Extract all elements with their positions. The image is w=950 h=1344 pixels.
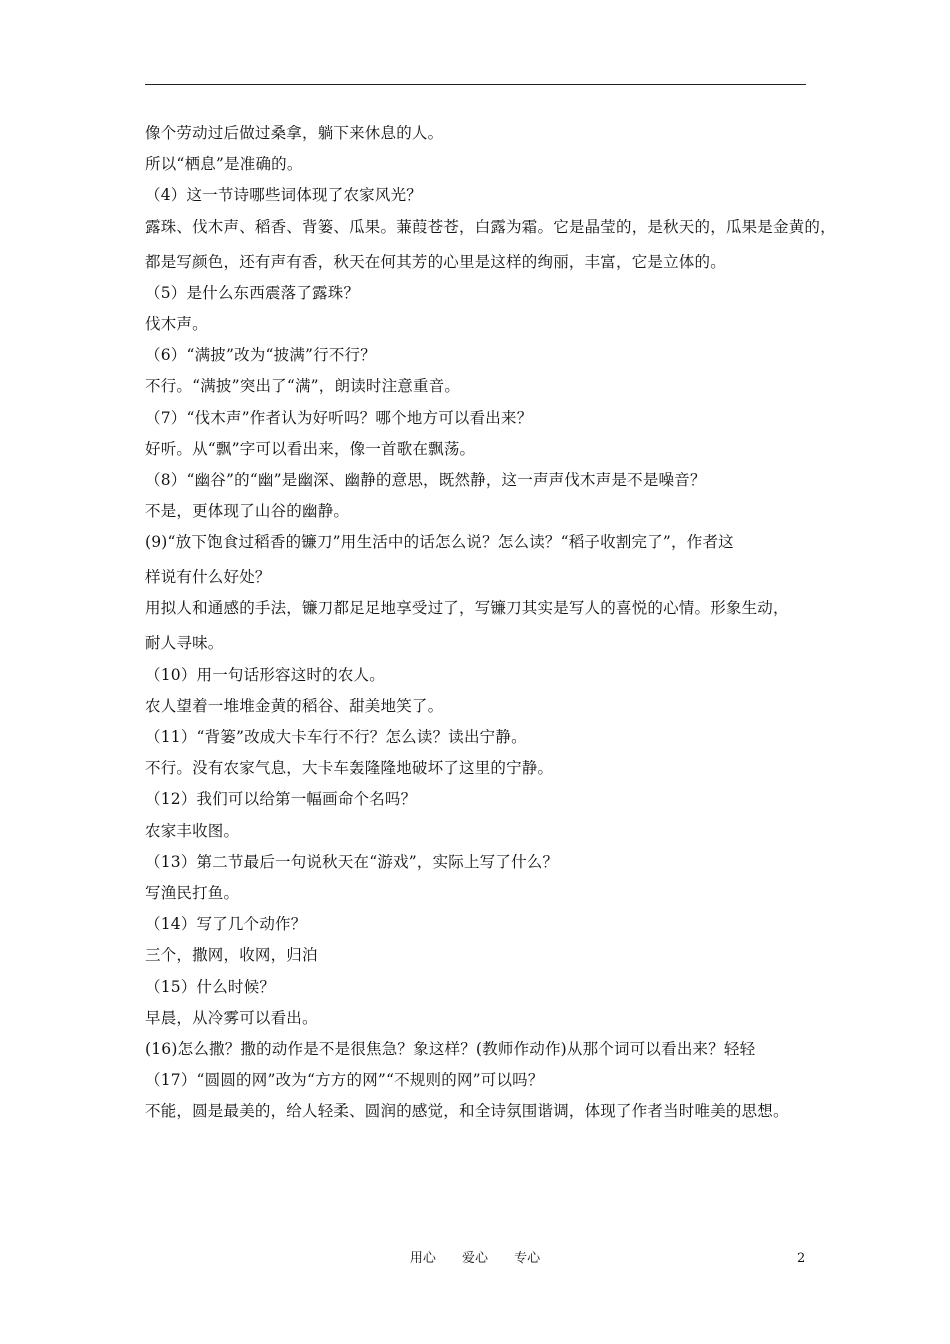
question-line: （7）“伐木声”作者认为好听吗？哪个地方可以看出来？ (145, 408, 533, 427)
answer-line: 都是写颜色，还有声有香，秋天在何其芳的心里是这样的绚丽，丰富，它是立体的。 (145, 252, 726, 271)
question-line: 样说有什么好处？ (145, 568, 271, 587)
footer-slogan-item: 爱心 (461, 1251, 488, 1266)
question-line: （11）“背篓”改成大卡车行不行？怎么读？读出宁静。 (145, 728, 527, 746)
answer-line: 农家丰收图。 (145, 821, 240, 840)
question-line: (9)“放下饱食过稻香的镰刀”用生活中的话怎么说？怎么读？“稻子收割完了”，作者这 (145, 533, 734, 552)
question-line: （17）“圆圆的网”改为“方方的网”“不规则的网”可以吗？ (145, 1071, 544, 1090)
answer-line: 不能，圆是最美的，给人轻柔、圆润的感觉，和全诗氛围谐调，体现了作者当时唯美的思想。 (145, 1102, 789, 1121)
question-line: （5）是什么东西震落了露珠？ (145, 283, 360, 302)
question-line: （15）什么时候？ (145, 977, 276, 996)
answer-line: 用拟人和通感的手法，镰刀都足足地享受过了，写镰刀其实是写人的喜悦的心情。形象生动， (145, 599, 789, 618)
answer-line: 三个，撒网，收网，归泊 (145, 946, 318, 965)
header-rule (145, 84, 806, 85)
answer-line: 不行。没有农家气息，大卡车轰隆隆地破坏了这里的宁静。 (145, 759, 554, 778)
question-line: （12）我们可以给第一幅画命个名吗？ (145, 790, 417, 809)
answer-line: 农人望着一堆堆金黄的稻谷、甜美地笑了。 (145, 696, 444, 715)
answer-line: 耐人寻味。 (145, 634, 224, 653)
question-line: （13）第二节最后一句说秋天在“游戏”，实际上写了什么？ (145, 852, 559, 871)
page-footer (0, 1248, 950, 1270)
text-line: 像个劳动过后做过桑拿，躺下来休息的人。 (145, 124, 444, 142)
answer-line: 不是，更体现了山谷的幽静。 (145, 502, 350, 521)
footer-slogan (0, 1248, 950, 1270)
answer-line: 不行。“满披”突出了“满”，朗读时注意重音。 (145, 377, 461, 396)
page-number: 2 (797, 1251, 806, 1266)
answer-line: 好听。从“飘”字可以看出来，像一首歌在飘荡。 (145, 439, 476, 458)
document-body (145, 122, 836, 1131)
answer-line: 伐木声。 (145, 314, 208, 333)
answer-line: 写渔民打鱼。 (145, 883, 240, 902)
answer-line: 早晨，从冷雾可以看出。 (145, 1008, 318, 1027)
question-line: （14）写了几个动作？ (145, 915, 307, 934)
text-line: 所以“栖息”是准确的。 (145, 155, 303, 174)
footer-slogan-item: 用心 (409, 1251, 436, 1266)
question-line: (16)怎么撒？撒的动作是不是很焦急？象这样？(教师作动作)从那个词可以看出来？轻轻 (145, 1039, 756, 1058)
answer-line: 露珠、伐木声、稻香、背篓、瓜果。蒹葭苍苍，白露为霜。它是晶莹的，是秋天的，瓜果是金黄的， (145, 217, 836, 236)
question-line: （6）“满披”改为“披满”行不行？ (145, 346, 376, 365)
question-line: （10）用一句话形容这时的农人。 (145, 665, 385, 684)
question-line: （4）这一节诗哪些词体现了农家风光？ (145, 186, 422, 205)
footer-slogan-item: 专心 (514, 1251, 541, 1266)
question-line: （8）“幽谷”的“幽”是幽深、幽静的意思，既然静，这一声声伐木声是不是噪音？ (145, 470, 706, 489)
